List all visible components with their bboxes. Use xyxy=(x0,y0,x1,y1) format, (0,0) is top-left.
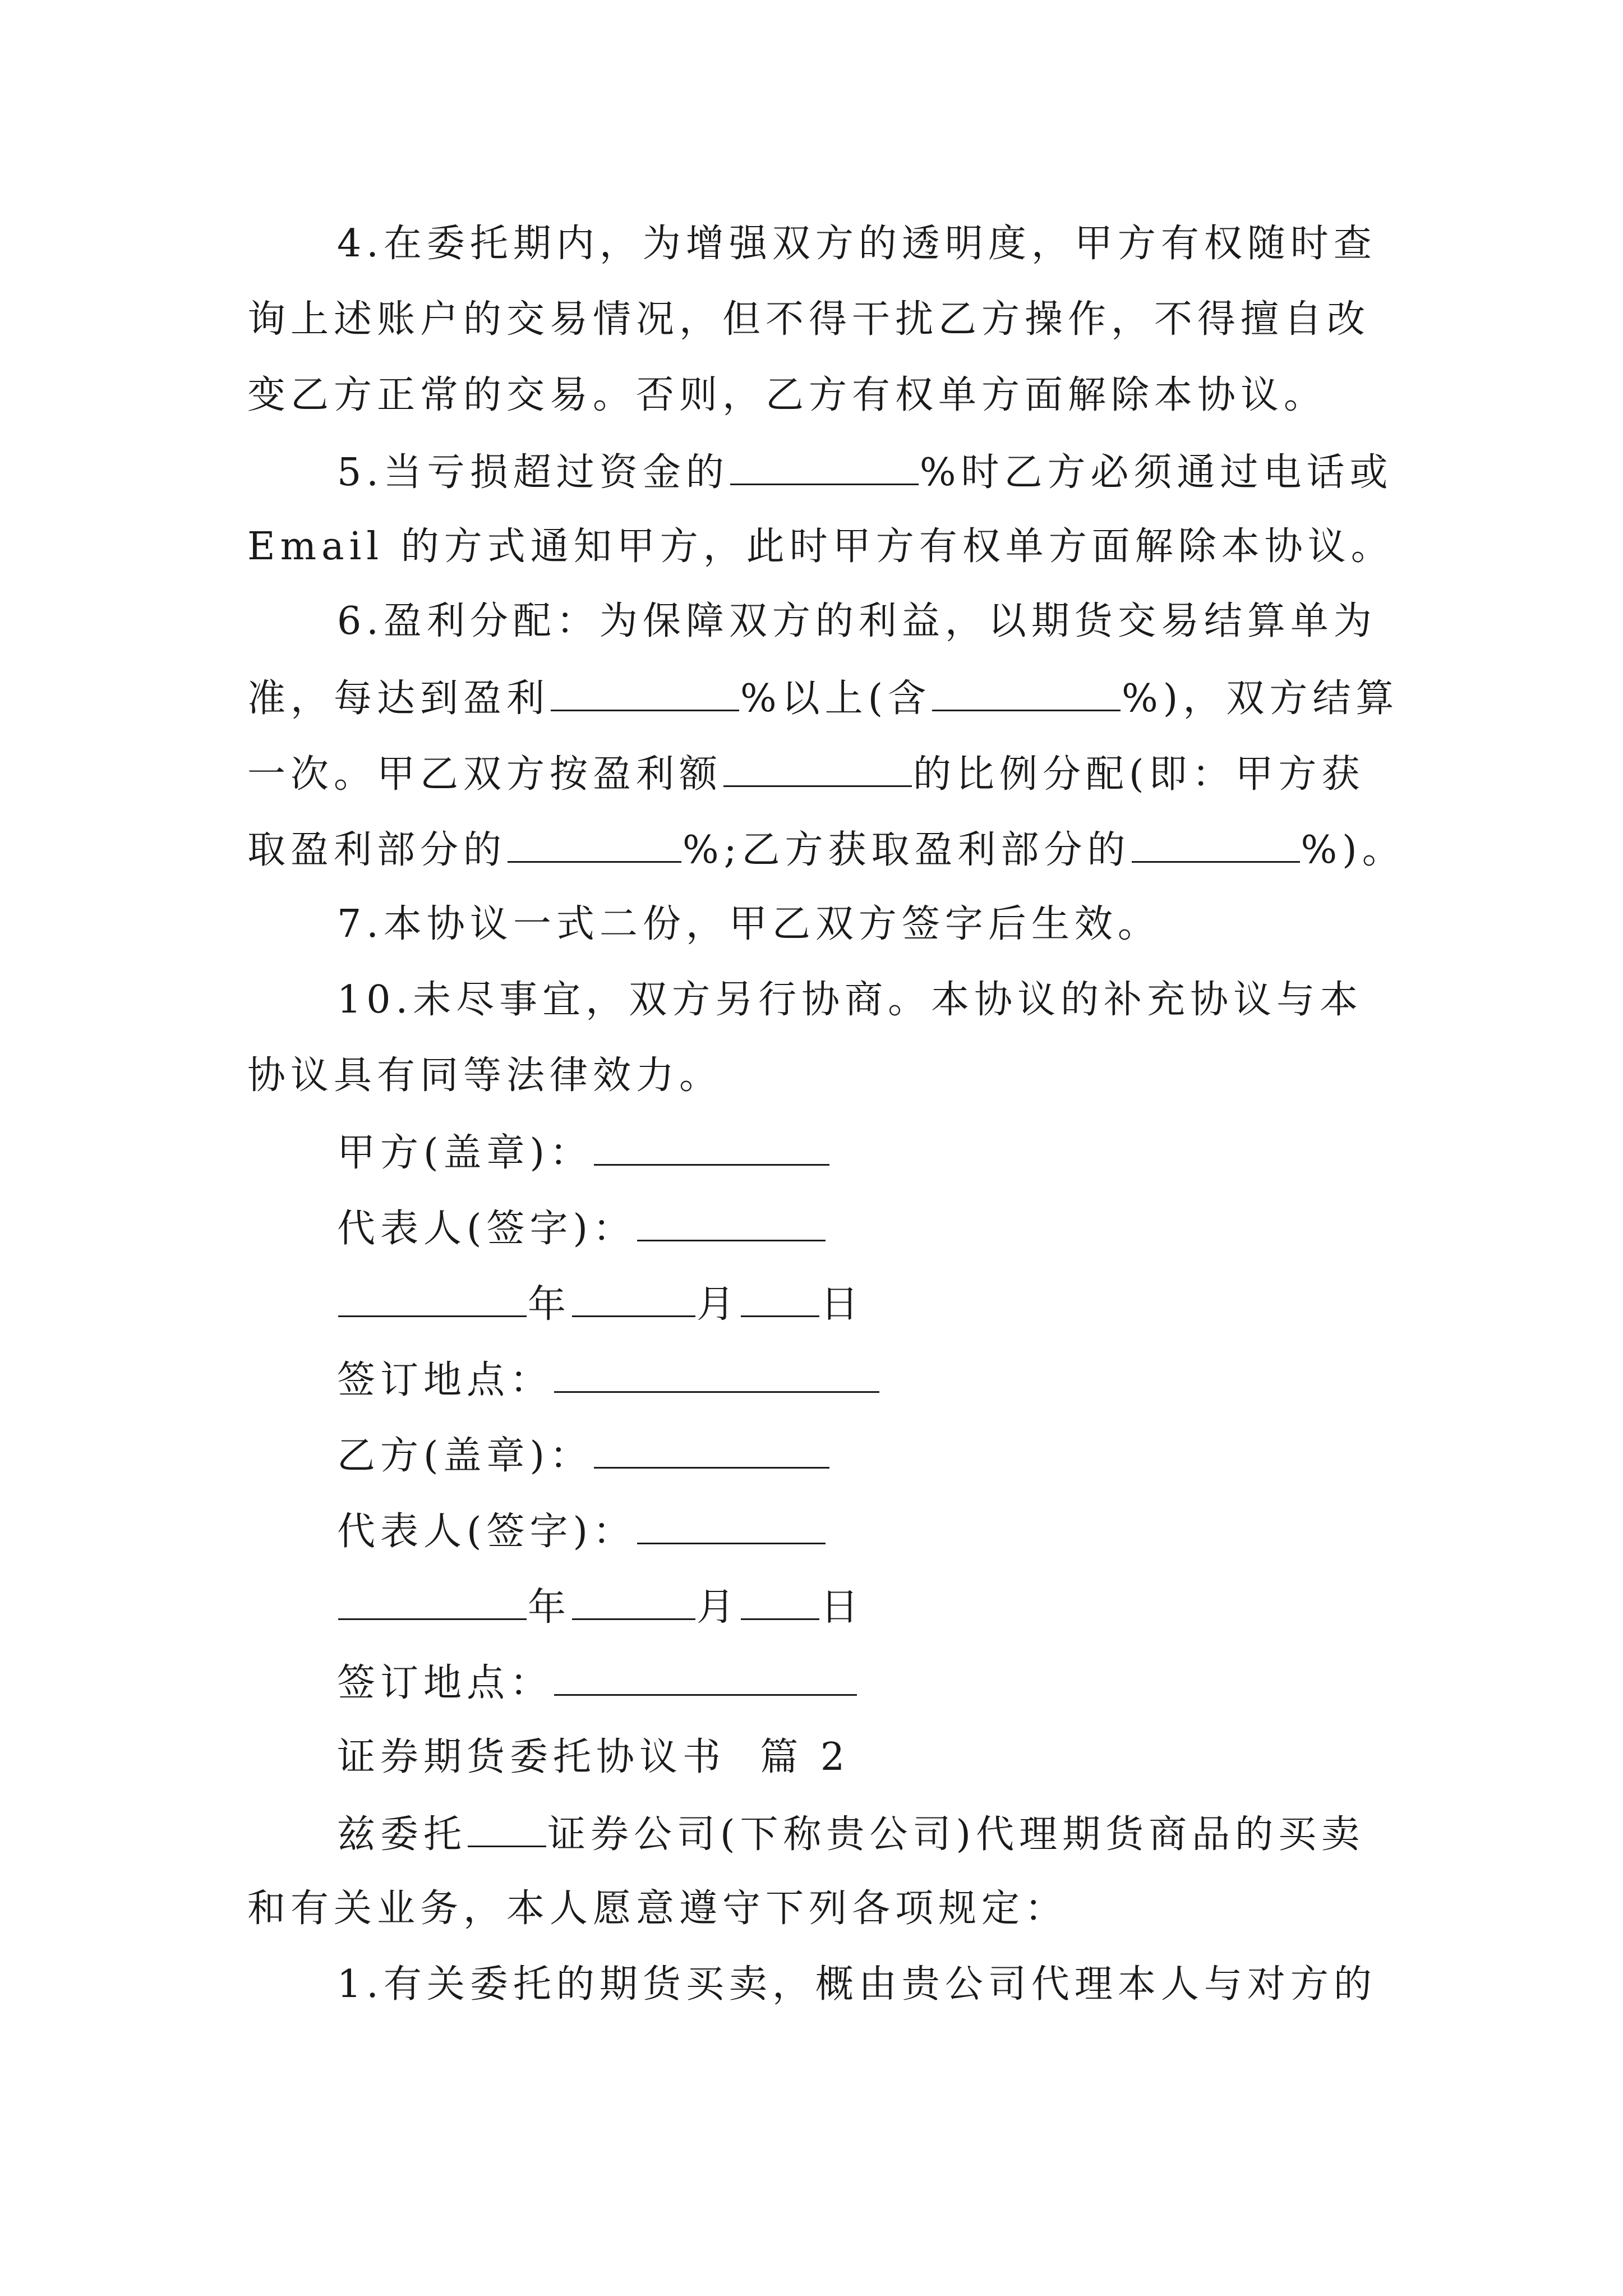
fill-in-blank xyxy=(637,1508,826,1544)
fill-in-blank xyxy=(594,1432,829,1469)
party-a-seal-label: 甲方(盖章)： xyxy=(337,1131,593,1175)
paragraph-7: 7.本协议一式二份，甲乙双方签字后生效。 xyxy=(337,902,1161,946)
fill-in-blank xyxy=(338,1281,527,1317)
paragraph-6-line-4 xyxy=(247,826,1405,873)
section-title: 证券期货委托协议书 篇 2 xyxy=(337,1735,850,1779)
fill-in-blank xyxy=(637,1205,826,1241)
party-b-representative-line xyxy=(337,1508,827,1554)
paragraph-4-line-3: 变乙方正常的交易。否则，乙方有权单方面解除本协议。 xyxy=(247,373,1327,417)
text-fragment: %;乙方获取盈利部分的 xyxy=(683,828,1131,872)
day-label: 日 xyxy=(820,1585,864,1630)
fill-in-blank xyxy=(338,1584,527,1620)
fill-in-blank xyxy=(741,1281,819,1317)
paragraph-4-line-1: 4.在委托期内，为增强双方的透明度，甲方有权随时查 xyxy=(337,222,1377,266)
party-b-representative-label: 代表人(签字)： xyxy=(337,1510,637,1554)
party-a-representative-label: 代表人(签字)： xyxy=(337,1207,637,1251)
day-label: 日 xyxy=(820,1282,864,1327)
fill-in-blank xyxy=(572,1584,695,1620)
party-a-place-label: 签订地点： xyxy=(337,1358,554,1402)
section-2-line-1 xyxy=(337,1811,1364,1857)
fill-in-blank xyxy=(554,1356,879,1393)
text-fragment: 取盈利部分的 xyxy=(247,828,507,872)
paragraph-10-line-2: 协议具有同等法律效力。 xyxy=(247,1053,723,1098)
fill-in-blank xyxy=(932,675,1121,711)
party-a-seal-line xyxy=(337,1129,831,1176)
year-label: 年 xyxy=(528,1282,571,1327)
text-fragment: %以上(含 xyxy=(740,677,932,721)
paragraph-4-line-2: 询上述账户的交易情况，但不得干扰乙方操作，不得擅自改 xyxy=(247,297,1371,342)
text-fragment: %)。 xyxy=(1301,828,1405,872)
section-2-item-1: 1.有关委托的期货买卖，概由贵公司代理本人与对方的 xyxy=(337,1962,1377,2007)
paragraph-10-line-1: 10.未尽事宜，双方另行协商。本协议的补充协议与本 xyxy=(337,978,1363,1022)
text-fragment: 兹委托 xyxy=(337,1812,467,1857)
paragraph-6-line-1: 6.盈利分配：为保障双方的利益，以期货交易结算单为 xyxy=(337,599,1377,643)
fill-in-blank xyxy=(508,826,681,863)
text-fragment: %时乙方必须通过电话或 xyxy=(919,450,1393,495)
paragraph-6-line-2 xyxy=(247,675,1399,721)
section-2-line-2: 和有关业务，本人愿意遵守下列各项规定： xyxy=(247,1887,1068,1931)
party-a-place-line xyxy=(337,1356,880,1403)
fill-in-blank xyxy=(1132,826,1300,863)
party-b-date-line xyxy=(337,1584,864,1630)
text-fragment: %)，双方结算 xyxy=(1122,677,1399,721)
text-fragment: 5.当亏损超过资金的 xyxy=(337,450,729,495)
party-b-seal-line xyxy=(337,1432,831,1479)
text-fragment: 准，每达到盈利 xyxy=(247,677,550,721)
party-b-place-label: 签订地点： xyxy=(337,1661,554,1705)
paragraph-5-line-2: Email 的方式通知甲方，此时甲方有权单方面解除本协议。 xyxy=(247,524,1394,569)
party-a-representative-line xyxy=(337,1205,827,1251)
party-b-place-line xyxy=(337,1659,858,1706)
fill-in-blank xyxy=(741,1584,819,1620)
fill-in-blank xyxy=(551,675,739,711)
paragraph-6-line-3 xyxy=(247,751,1365,797)
paragraph-5-line-1 xyxy=(337,449,1393,495)
fill-in-blank xyxy=(468,1811,546,1847)
fill-in-blank xyxy=(554,1659,857,1696)
fill-in-blank xyxy=(723,751,912,787)
text-fragment: 一次。甲乙双方按盈利额 xyxy=(247,752,723,797)
fill-in-blank xyxy=(594,1129,829,1166)
text-fragment: 的比例分配(即：甲方获 xyxy=(913,752,1365,797)
party-a-date-line xyxy=(337,1281,864,1327)
month-label: 月 xyxy=(697,1282,740,1327)
fill-in-blank xyxy=(730,449,919,485)
month-label: 月 xyxy=(697,1585,740,1630)
party-b-seal-label: 乙方(盖章)： xyxy=(337,1434,593,1478)
year-label: 年 xyxy=(528,1585,571,1630)
fill-in-blank xyxy=(572,1281,695,1317)
text-fragment: 证券公司(下称贵公司)代理期货商品的买卖 xyxy=(547,1812,1365,1857)
